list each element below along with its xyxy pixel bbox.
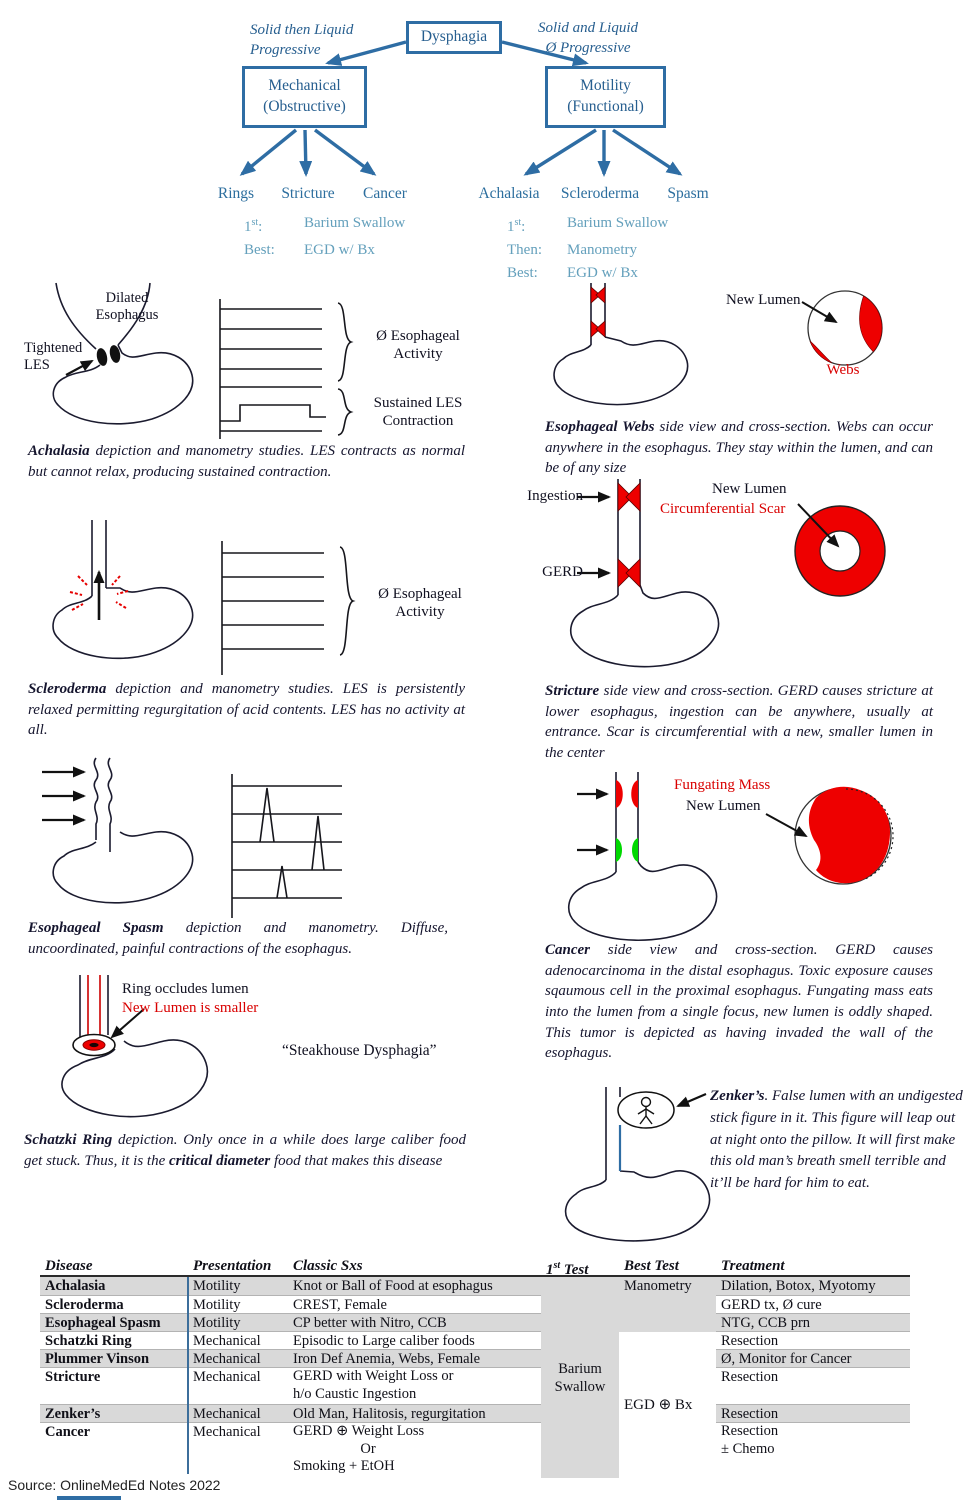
leaf-rings: Rings — [217, 185, 255, 202]
cancer-pointer-arrows — [577, 794, 607, 850]
label-new-lumen-smaller: New Lumen is smaller — [122, 1000, 259, 1016]
tests-value-then: Manometry — [567, 242, 637, 258]
table-row-classic: CREST, Female — [288, 1296, 541, 1314]
table-row-classic: CP better with Nitro, CCB — [288, 1314, 541, 1332]
col-header-presentation: Presentation — [188, 1257, 288, 1277]
arrow-to-cancer — [315, 130, 374, 174]
table-row-presentation: Motility — [188, 1277, 288, 1296]
cell-best-test-egd-bx: EGD ⊕ Bx — [624, 1397, 693, 1413]
tests-value-best: EGD w/ Bx — [304, 242, 375, 258]
label-new-lumen: New Lumen — [712, 481, 787, 497]
cancer-side-view-drawing — [543, 770, 723, 945]
table-column-divider — [187, 1277, 189, 1474]
achalasia-manometry-chart — [210, 293, 370, 445]
tests-label-first: 1st: — [244, 217, 263, 235]
table-row-treatment: Dilation, Botox, Myotomy — [716, 1277, 910, 1296]
leaf-spasm: Spasm — [667, 185, 709, 202]
spasm-manometry-chart — [222, 766, 372, 926]
col-header-treatment: Treatment — [716, 1257, 910, 1277]
table-row-treatment: NTG, CCB prn — [716, 1314, 910, 1332]
table-row-disease: Scleroderma — [40, 1296, 188, 1314]
flow-note-right: Solid and Liquid Ø Progressive — [537, 20, 638, 57]
source-note: Source: OnlineMedEd Notes 2022 — [8, 1477, 221, 1493]
table-row-presentation: Mechanical — [188, 1332, 288, 1350]
table-row-disease: Stricture — [40, 1368, 188, 1405]
flow-node-motility: Motility (Functional) — [545, 66, 666, 128]
schatzki-new-lumen-hole — [89, 1043, 98, 1047]
tests-mechanical — [244, 212, 434, 261]
tests-value-first: Barium Swallow — [304, 215, 406, 231]
table-row-presentation: Motility — [188, 1296, 288, 1314]
table-row-disease: Cancer — [45, 1424, 91, 1440]
leaf-stricture: Stricture — [281, 185, 335, 202]
arrow-to-spasm — [613, 130, 680, 174]
label-new-lumen: New Lumen — [726, 292, 801, 308]
spasm-arrows — [42, 772, 84, 820]
stricture-cause-arrows — [577, 497, 609, 573]
table-row-classic: Knot or Ball of Food at esophagus — [288, 1277, 541, 1296]
label-fungating-mass: Fungating Mass — [674, 777, 771, 793]
table-row-presentation: Mechanical — [193, 1424, 261, 1440]
summary-table — [40, 1257, 910, 1478]
label-sustained-les-contraction: Sustained LES Contraction — [373, 395, 463, 429]
label-ingestion: Ingestion — [527, 488, 583, 504]
table-row-disease: Achalasia — [40, 1277, 188, 1296]
stricture-scars — [618, 483, 640, 587]
web-lesions — [591, 287, 605, 337]
table-row-treatment: Resection — [716, 1332, 910, 1350]
caption-schatzki: Schatzki Ring depiction. Only once in a while does large caliber food get stuck. Thus, it is the critical diameter food that makes this disease — [24, 1132, 467, 1169]
label-steakhouse-dysphagia: “Steakhouse Dysphagia” — [282, 1042, 437, 1059]
table-row-disease: Plummer Vinson — [40, 1350, 188, 1368]
arrow-to-stricture — [305, 130, 306, 174]
label-no-esophageal-activity: Ø Esophageal Activity — [378, 586, 462, 620]
tests-label-best: Best: — [507, 265, 538, 281]
caption-scleroderma: Scleroderma depiction and manometry studies. LES is persistently relaxed permitting regurgitation of acid contents. LES has no activity at all. — [28, 681, 465, 739]
caption-spasm: Esophageal Spasm depiction and manometry. Diffuse, uncoordinated, painful contractions of the esophagus. — [28, 920, 448, 957]
cancer-mass-red — [616, 780, 638, 808]
flow-node-dysphagia: Dysphagia — [406, 21, 502, 54]
table-row-disease: Esophageal Spasm — [40, 1314, 188, 1332]
cell-best-test-manometry: Manometry — [619, 1277, 716, 1332]
table-row-classic: GERD ⊕ Weight Loss Or Smoking + EtOH — [293, 1423, 425, 1474]
table-row-presentation: Motility — [188, 1314, 288, 1332]
scan-artifact-strip — [57, 1496, 121, 1500]
table-row-treatment: Resection ± Chemo — [721, 1423, 779, 1457]
caption-achalasia: Achalasia depiction and manometry studies. LES contracts as normal but cannot relax, producing sustained contraction. — [28, 443, 465, 480]
brace-no-activity — [338, 303, 351, 381]
webs-side-view-drawing — [543, 281, 733, 419]
cancer-mass-green — [616, 838, 638, 862]
cell-first-test-barium-swallow: Barium Swallow — [541, 1277, 619, 1478]
label-ring-occludes: Ring occludes lumen — [122, 981, 249, 997]
tests-value-first: Barium Swallow — [567, 215, 669, 231]
table-row-classic: Old Man, Halitosis, regurgitation — [288, 1405, 541, 1423]
table-row-presentation: Mechanical — [188, 1368, 288, 1405]
label-no-esophageal-activity: Ø Esophageal Activity — [376, 328, 460, 362]
arrow-to-rings — [242, 130, 296, 174]
scleroderma-stomach-drawing — [28, 518, 223, 680]
table-row-classic: GERD with Weight Loss or h/o Caustic Ingestion — [288, 1368, 541, 1405]
tests-value-best: EGD w/ Bx — [567, 265, 638, 281]
col-header-first-test: 1st Test — [541, 1257, 619, 1277]
table-row-classic: Episodic to Large caliber foods — [288, 1332, 541, 1350]
table-row-disease: Schatzki Ring — [40, 1332, 188, 1350]
flow-note-left: Solid then Liquid Progressive — [250, 22, 354, 59]
col-header-disease: Disease — [40, 1257, 188, 1277]
leaf-scleroderma: Scleroderma — [560, 185, 640, 202]
spasm-stomach-drawing — [26, 756, 231, 924]
arrow-to-achalasia — [526, 130, 596, 174]
zenker-drawing — [546, 1083, 721, 1248]
caption-stricture: Stricture side view and cross-section. GERD causes stricture at lower esophagus, ingestion can be anywhere, usually at entrance. Scar is circumferential with a new, smaller lumen in the center — [545, 683, 933, 762]
smaller-lumen-lines — [88, 975, 100, 1037]
table-row-classic: Iron Def Anemia, Webs, Female — [288, 1350, 541, 1368]
label-webs: Webs — [826, 362, 860, 378]
leaf-cancer: Cancer — [363, 185, 407, 202]
brace-sustained — [338, 389, 351, 435]
col-header-classic-sxs: Classic Sxs — [288, 1257, 541, 1277]
label-circumferential-scar: Circumferential Scar — [660, 501, 786, 517]
brace-no-activity — [340, 547, 353, 655]
scleroderma-manometry-chart — [212, 533, 372, 683]
tests-label-first: 1st: — [507, 217, 526, 235]
table-row-treatment: Resection — [716, 1368, 910, 1405]
table-row-presentation: Mechanical — [188, 1350, 288, 1368]
caption-cancer: Cancer side view and cross-section. GERD causes adenocarcinoma in the distal esophagus. Toxic exposure causes sqaumous cell in the proximal esophagus. Fungating mass eats into the lumen from a single focus, new lumen is oddly shaped. This tumor is depicted as having invaded the wall of the esophagus. — [545, 942, 933, 1062]
caption-webs: Esophageal Webs side view and cross-section. Webs can occur anywhere in the esophagus. They stay within the lumen, and can be of any size — [545, 419, 934, 477]
tests-label-best: Best: — [244, 242, 275, 258]
caption-zenker: Zenker’s. False lumen with an undigested stick figure in it. This figure will leap out at night onto the pillow. It will first make this old man’s breath smell terrible and it’ll be hard for him to eat. — [710, 1088, 963, 1191]
table-row-treatment: Ø, Monitor for Cancer — [716, 1350, 910, 1368]
zenker-pointer-arrow-icon — [678, 1094, 706, 1106]
flow-node-mechanical: Mechanical (Obstructive) — [242, 66, 367, 128]
table-row-treatment: GERD tx, Ø cure — [716, 1296, 910, 1314]
label-gerd: GERD — [542, 564, 583, 580]
tests-motility — [507, 212, 707, 284]
col-header-best-test: Best Test — [619, 1257, 716, 1277]
tests-label-then: Then: — [507, 242, 542, 258]
table-row-disease: Zenker’s — [40, 1405, 188, 1423]
label-new-lumen: New Lumen — [686, 798, 761, 814]
label-dilated-esophagus: Dilated Esophagus — [95, 290, 159, 324]
leaf-achalasia: Achalasia — [478, 185, 540, 202]
table-row-presentation: Mechanical — [188, 1405, 288, 1423]
label-tightened-les: Tightened LES — [24, 340, 83, 374]
table-row-treatment: Resection — [716, 1405, 910, 1423]
